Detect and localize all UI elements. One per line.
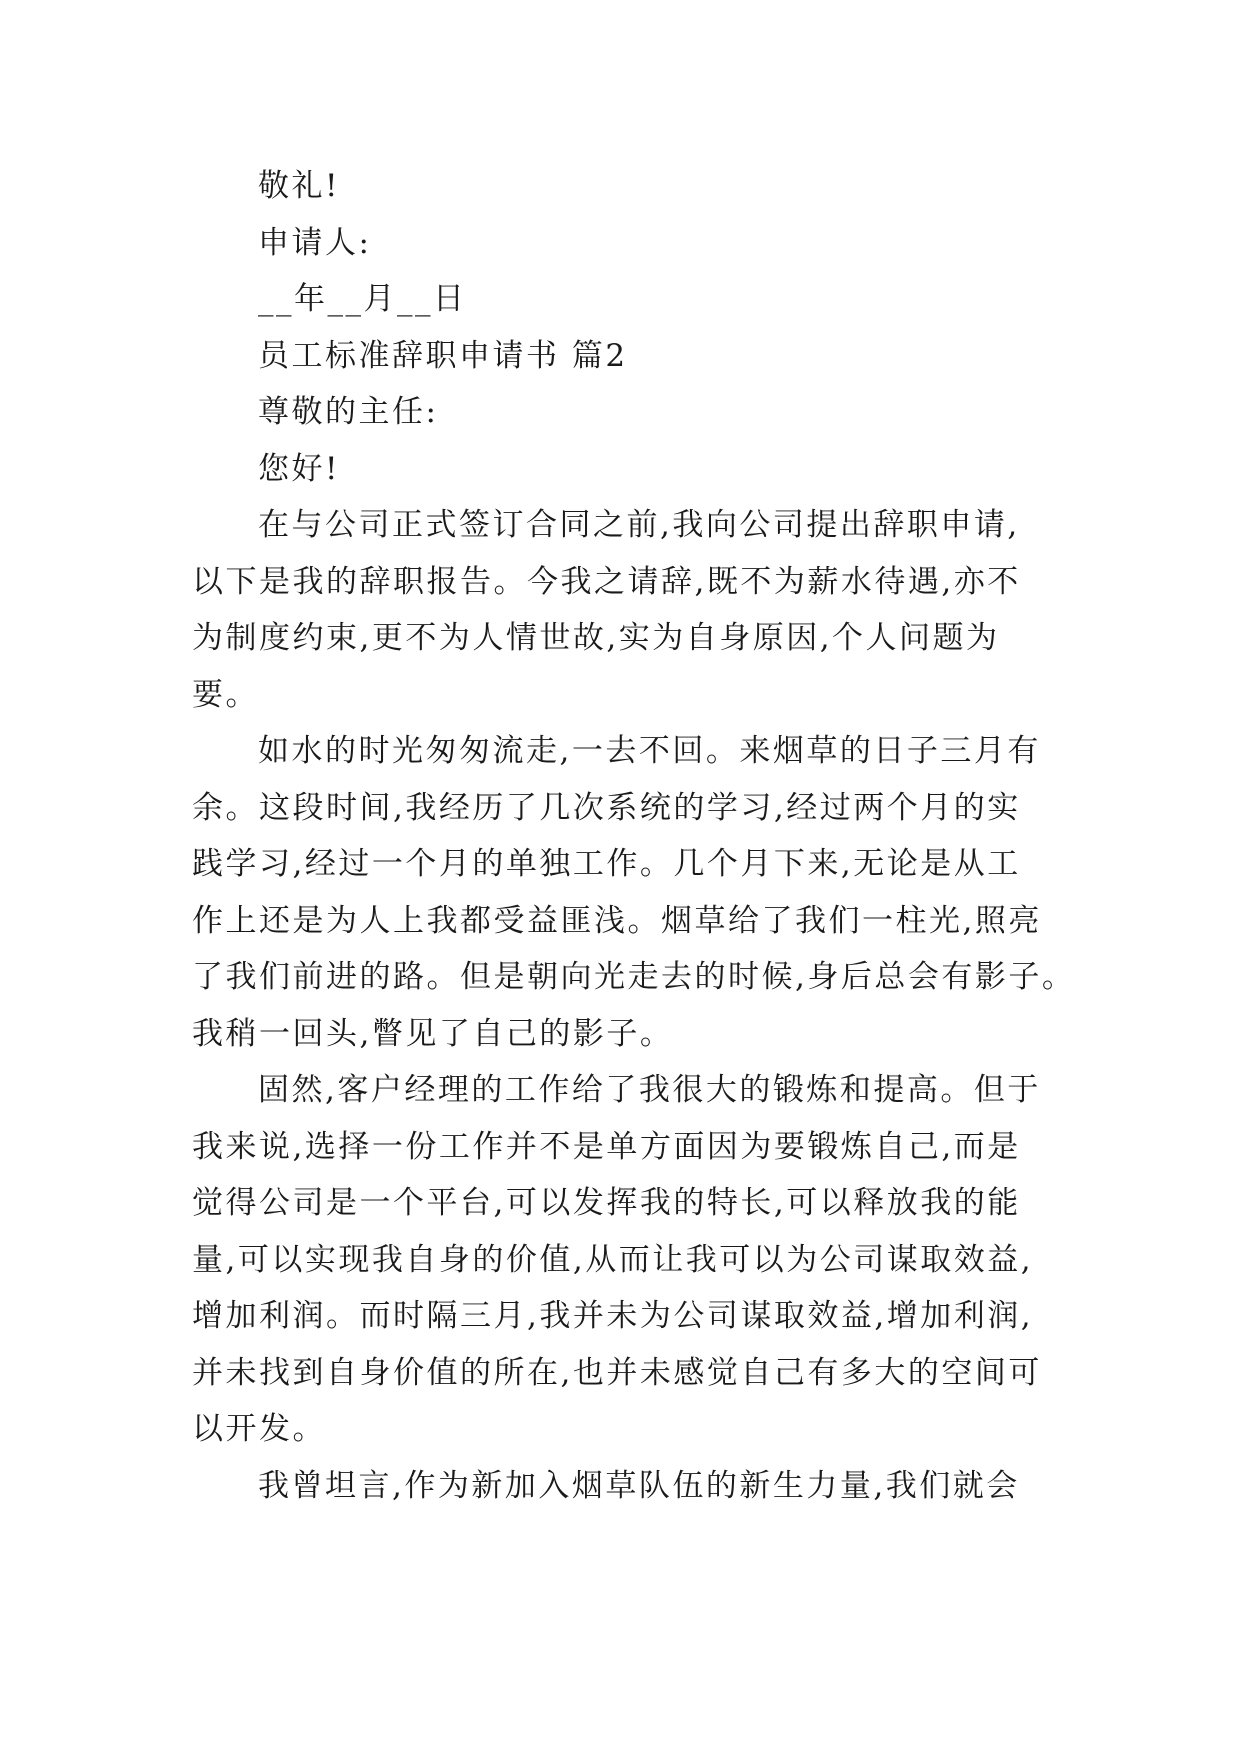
- paragraph-2-line-4: 作上还是为人上我都受益匪浅。烟草给了我们一柱光,照亮: [192, 902, 1042, 939]
- paragraph-1-line-2: 以下是我的辞职报告。今我之请辞,既不为薪水待遇,亦不: [192, 563, 1021, 600]
- paragraph-2-line-3: 践学习,经过一个月的单独工作。几个月下来,无论是从工: [192, 846, 1021, 882]
- paragraph-2-line-6: 我稍一回头,瞥见了自己的影子。: [192, 1015, 674, 1052]
- paragraph-3-line-2: 我来说,选择一份工作并不是单方面因为要锻炼自己,而是: [192, 1128, 1021, 1165]
- paragraph-2-line-1: 如水的时光匆匆流走,一去不回。来烟草的日子三月有: [258, 733, 1041, 769]
- closing-line: 敬礼!: [258, 168, 340, 204]
- paragraph-1-line-3: 为制度约束,更不为人情世故,实为自身原因,个人问题为: [192, 620, 1000, 656]
- paragraph-1-line-1: 在与公司正式签订合同之前,我向公司提出辞职申请,: [258, 507, 1020, 543]
- greeting: 您好!: [258, 450, 340, 487]
- section-title: 员工标准辞职申请书 篇2: [258, 337, 628, 374]
- paragraph-1-line-4: 要。: [192, 676, 259, 713]
- paragraph-3-line-5: 增加利润。而时隔三月,我并未为公司谋取效益,增加利润,: [192, 1298, 1034, 1334]
- paragraph-4-line-1: 我曾坦言,作为新加入烟草队伍的新生力量,我们就会: [258, 1467, 1020, 1504]
- paragraph-2-line-5: 了我们前进的路。但是朝向光走去的时候,身后总会有影子。: [192, 959, 1076, 995]
- date-line: __年__月__日: [258, 281, 467, 317]
- paragraph-3-line-6: 并未找到自身价值的所在,也并未感觉自己有多大的空间可: [192, 1354, 1042, 1391]
- paragraph-3-line-4: 量,可以实现我自身的价值,从而让我可以为公司谋取效益,: [192, 1241, 1034, 1278]
- paragraph-3-line-7: 以开发。: [192, 1411, 326, 1447]
- paragraph-3-line-1: 固然,客户经理的工作给了我很大的锻炼和提高。但于: [258, 1072, 1041, 1108]
- applicant-label: 申请人:: [258, 224, 372, 261]
- document-body: [192, 158, 1076, 1514]
- paragraph-3-line-3: 觉得公司是一个平台,可以发挥我的特长,可以释放我的能: [192, 1185, 1021, 1221]
- salutation: 尊敬的主任:: [258, 394, 439, 430]
- paragraph-2-line-2: 余。这段时间,我经历了几次系统的学习,经过两个月的实: [192, 789, 1021, 826]
